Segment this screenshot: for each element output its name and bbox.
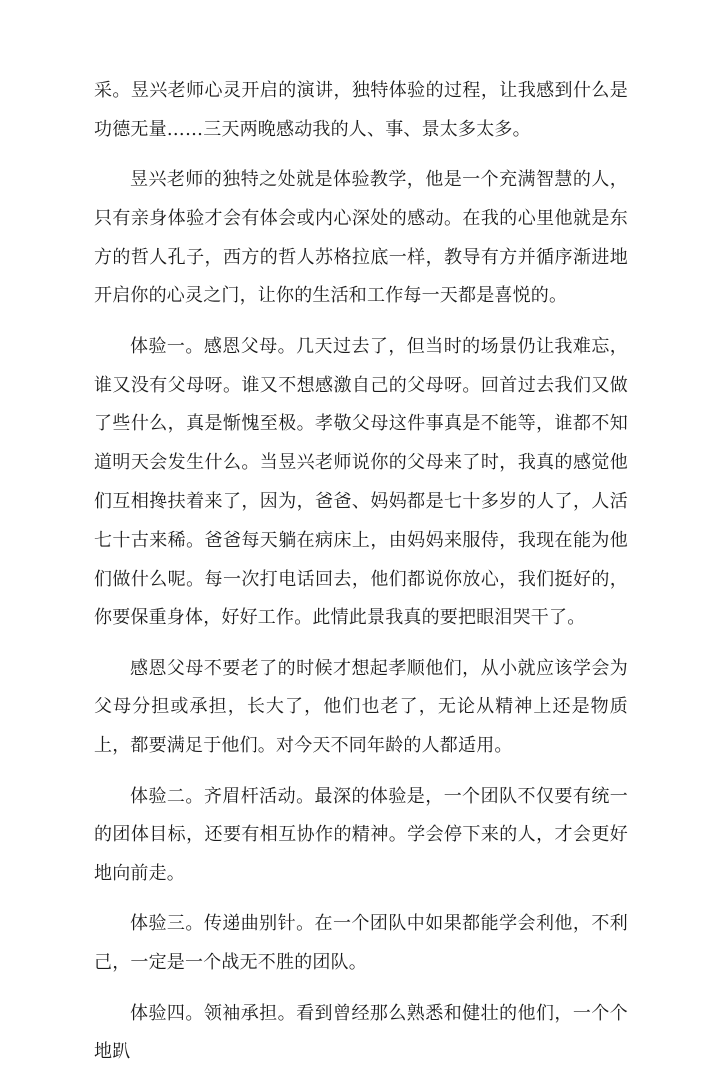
document-body <box>94 72 628 1084</box>
paragraph-experience-two: 体验二。齐眉杆活动。最深的体验是，一个团队不仅要有统一的团体目标，还要有相互协作的精神。学会停下来的人，才会更好地向前走。 <box>94 785 628 885</box>
paragraph-continuation: 采。昱兴老师心灵开启的演讲，独特体验的过程，让我感到什么是功德无量……三天两晚感动我的人、事、景太多太多。 <box>94 80 628 140</box>
paragraph-experience-four: 体验四。领袖承担。看到曾经那么熟悉和健壮的他们，一个个地趴 <box>94 1002 628 1063</box>
paragraph-experience-one: 体验一。感恩父母。几天过去了，但当时的场景仍让我难忘，谁又没有父母呀。谁又不想感激自己的父母呀。回首过去我们又做了些什么，真是惭愧至极。孝敬父母这件事真是不能等，谁都不知道明天会发生什么。当昱兴老师说你的父母来了时，我真的感觉他们互相搀扶着来了，因为，爸爸、妈妈都是七十多岁的人了，人活七十古来稀。爸爸每天躺在病床上，由妈妈来服侍，我现在能为他们做什么呢。每一次打电话回去，他们都说你放心，我们挺好的，你要保重身体，好好工作。此情此景我真的要把眼泪哭干了。 <box>94 335 628 629</box>
paragraph-experience-three: 体验三。传递曲别针。在一个团队中如果都能学会利他，不利己，一定是一个战无不胜的团队。 <box>94 913 628 974</box>
paragraph-teacher-description: 昱兴老师的独特之处就是体验教学，他是一个充满智慧的人，只有亲身体验才会有体会或内心深处的感动。在我的心里他就是东方的哲人孔子，西方的哲人苏格拉底一样，教导有方并循序渐进地开启你的心灵之门，让你的生活和工作每一天都是喜悦的。 <box>94 169 628 307</box>
paragraph-gratitude-reflection: 感恩父母不要老了的时候才想起孝顺他们，从小就应该学会为父母分担或承担，长大了，他们也老了，无论从精神上还是物质上，都要满足于他们。对今天不同年龄的人都适用。 <box>94 657 628 757</box>
